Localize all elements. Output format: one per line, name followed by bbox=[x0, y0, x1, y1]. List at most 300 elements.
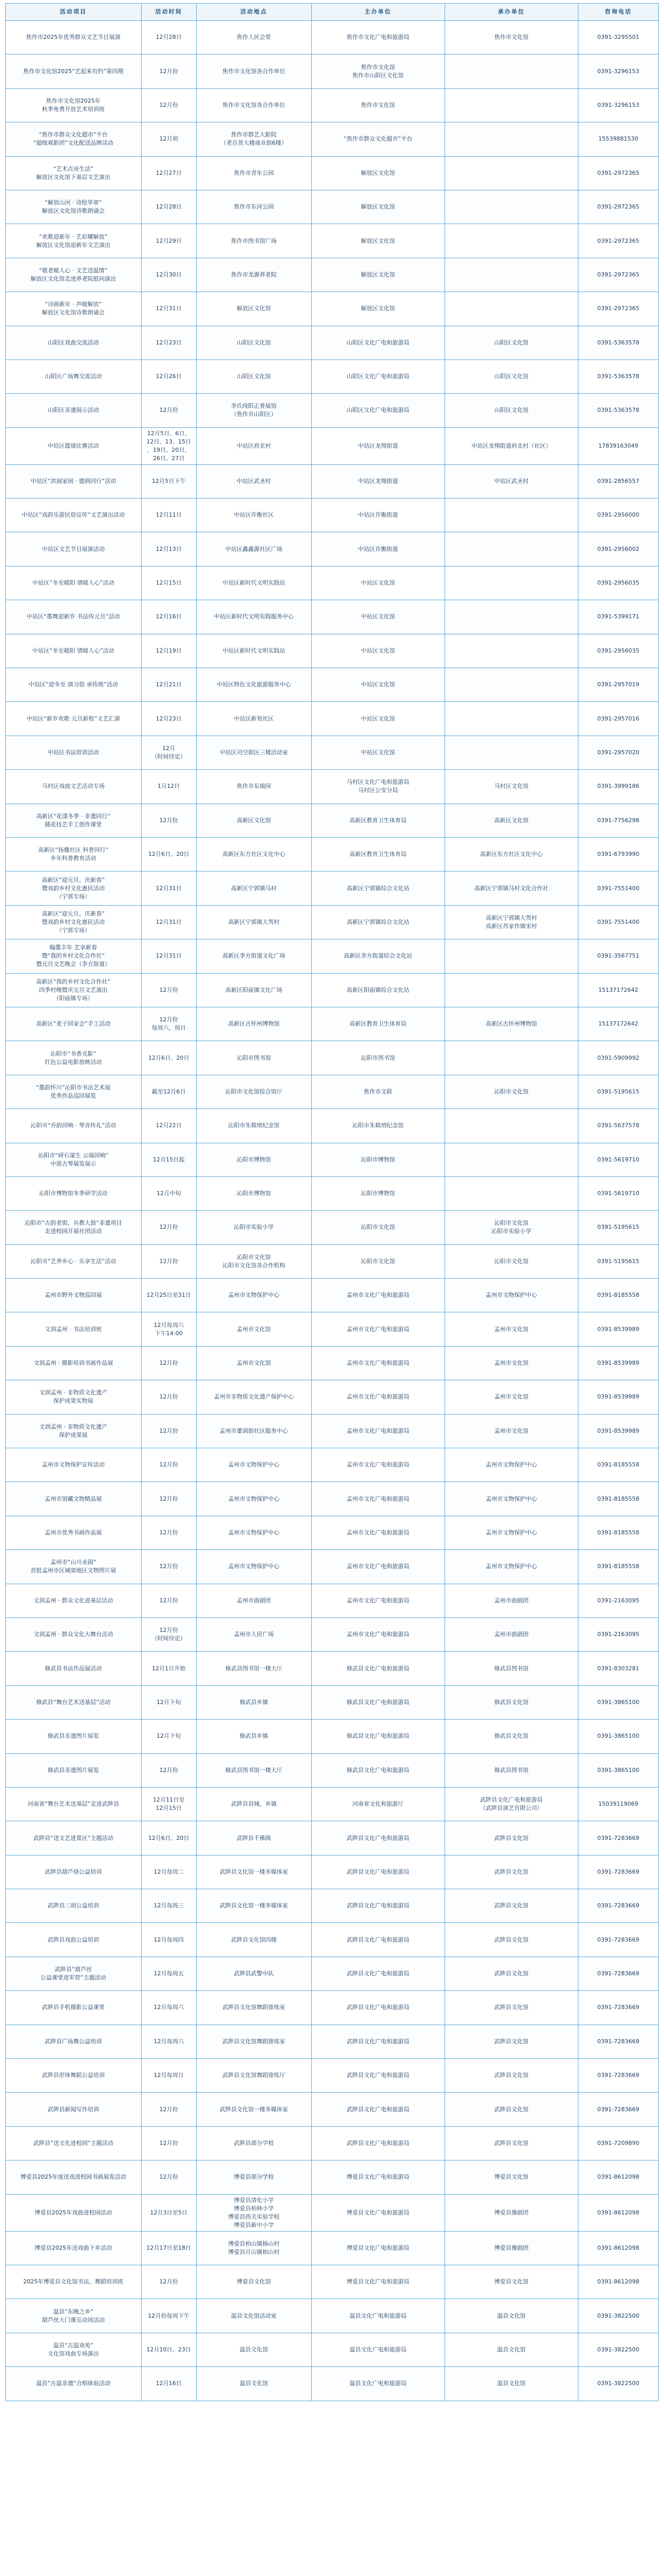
cell-activity-name: 孟州市优秀书画作品展 bbox=[6, 1516, 142, 1549]
cell-activity-name: 沁阳市“乔韵回响 · 琴音传礼”活动 bbox=[6, 1109, 142, 1143]
cell-phone: 0391-3295501 bbox=[578, 21, 658, 54]
cell-activity-place: 沁阳市博物馆 bbox=[196, 1176, 311, 1210]
cell-phone: 0391-7209890 bbox=[578, 2126, 658, 2160]
cell-phone: 0391-7283669 bbox=[578, 1923, 658, 1957]
cell-activity-place: 高新区宁郭镇马村 bbox=[196, 871, 311, 905]
table-row bbox=[6, 702, 659, 736]
cell-organizer: 孟州市文化广电和旅游局 bbox=[311, 1346, 445, 1380]
cell-organizer: 高新区宁郭镇综合文化站 bbox=[311, 871, 445, 905]
cell-organizer: 孟州市文化广电和旅游局 bbox=[311, 1448, 445, 1482]
header-host: 承办单位 bbox=[445, 4, 578, 21]
cell-activity-place: 中站区新苑社区 bbox=[196, 702, 311, 736]
header-row bbox=[6, 4, 659, 21]
table-row bbox=[6, 600, 659, 634]
cell-host bbox=[445, 702, 578, 736]
cell-organizer: 沁阳市博物馆 bbox=[311, 1176, 445, 1210]
cell-activity-name: 武陟县手机摄影公益课堂 bbox=[6, 1991, 142, 2025]
cell-activity-name: 修武县“舞台艺术送基层”活动 bbox=[6, 1685, 142, 1719]
cell-phone: 0391-7551400 bbox=[578, 905, 658, 939]
cell-activity-place: 高新区文化馆 bbox=[196, 804, 311, 837]
cell-host bbox=[445, 973, 578, 1007]
cell-activity-place: 博爱县部分学校 bbox=[196, 2160, 311, 2194]
cell-organizer: 中站区文化馆 bbox=[311, 702, 445, 736]
table-row bbox=[6, 1584, 659, 1617]
table-row bbox=[6, 2194, 659, 2231]
cell-activity-place: 焦作市图书馆广场 bbox=[196, 224, 311, 258]
cell-activity-time: 12月每周日 bbox=[141, 2059, 196, 2093]
cell-organizer: 高新区宁郭镇综合文化站 bbox=[311, 905, 445, 939]
cell-phone: 0391-5637578 bbox=[578, 1109, 658, 1143]
cell-phone: 0391-2972365 bbox=[578, 224, 658, 258]
cell-phone: 0391-8612098 bbox=[578, 2194, 658, 2231]
cell-activity-name: 孟州市文物保护宣传活动 bbox=[6, 1448, 142, 1482]
cell-activity-time: 12月份 bbox=[141, 973, 196, 1007]
cell-phone: 0391-8185558 bbox=[578, 1482, 658, 1516]
cell-organizer: 中站区许衡街道 bbox=[311, 532, 445, 566]
table-row bbox=[6, 2160, 659, 2194]
cell-activity-place: 焦作市群艺大影院 （老百货大楼商业街6楼） bbox=[196, 122, 311, 156]
cell-organizer: 山阳区文化广电和旅游局 bbox=[311, 326, 445, 359]
cell-activity-time: 12月份 bbox=[141, 88, 196, 122]
cell-activity-time: 12月下旬 bbox=[141, 1685, 196, 1719]
cell-activity-time: 12月每周五 bbox=[141, 1957, 196, 1990]
cell-activity-place: 中站区特色文化旅游服务中心 bbox=[196, 668, 311, 702]
cell-activity-name: 中站区“冬至暖阳 情暖人心”活动 bbox=[6, 566, 142, 600]
cell-phone: 0391-7283669 bbox=[578, 1855, 658, 1889]
cell-activity-time: 12月份 bbox=[141, 54, 196, 88]
cell-host bbox=[445, 1176, 578, 1210]
table-row bbox=[6, 634, 659, 668]
cell-host: 孟州市文物保护中心 bbox=[445, 1279, 578, 1312]
cell-activity-name: 文润孟州 · 书法培训班 bbox=[6, 1312, 142, 1346]
table-row bbox=[6, 1109, 659, 1143]
cell-activity-time: 12月26日 bbox=[141, 359, 196, 393]
cell-activity-place: 武陟县文化馆四楼 bbox=[196, 1923, 311, 1957]
cell-host: 武陟县文化馆 bbox=[445, 1855, 578, 1889]
cell-host: 焦作市文化馆 bbox=[445, 21, 578, 54]
cell-host: 温县文化馆 bbox=[445, 2367, 578, 2401]
cell-activity-time: 12月19日 bbox=[141, 634, 196, 668]
cell-host: 孟州市文物保护中心 bbox=[445, 1516, 578, 1549]
table-row bbox=[6, 1787, 659, 1821]
cell-activity-name: 中站区文艺节目展演活动 bbox=[6, 532, 142, 566]
cell-activity-name: 武陟县葫芦烙公益培训 bbox=[6, 1855, 142, 1889]
cell-phone: 0391-5363578 bbox=[578, 359, 658, 393]
cell-phone: 0391-8539989 bbox=[578, 1414, 658, 1448]
table-row bbox=[6, 2093, 659, 2126]
table-row bbox=[6, 1753, 659, 1787]
table-row bbox=[6, 871, 659, 905]
cell-organizer: 武陟县文化广电和旅游局 bbox=[311, 2059, 445, 2093]
cell-activity-place: 沁阳市文化馆综合馆厅 bbox=[196, 1075, 311, 1109]
cell-host bbox=[445, 532, 578, 566]
cell-activity-time: 12月份 bbox=[141, 2265, 196, 2299]
table-row bbox=[6, 122, 659, 156]
cell-phone: 0391-2972365 bbox=[578, 156, 658, 190]
cell-activity-name: 武陟县新闻写作培训 bbox=[6, 2093, 142, 2126]
cell-organizer: 焦作市文联 bbox=[311, 1075, 445, 1109]
cell-phone: 0391-8303281 bbox=[578, 1652, 658, 1685]
cell-phone: 0391-8539989 bbox=[578, 1346, 658, 1380]
cell-organizer: 解放区文化馆 bbox=[311, 258, 445, 292]
cell-phone: 0391-3296153 bbox=[578, 88, 658, 122]
cell-activity-name: 武陟县戏曲公益培训 bbox=[6, 1923, 142, 1957]
table-body bbox=[6, 21, 659, 2401]
cell-organizer: 解放区文化馆 bbox=[311, 156, 445, 190]
cell-organizer: 中站区许衡街道 bbox=[311, 498, 445, 532]
cell-activity-time: 12月每周二 bbox=[141, 1855, 196, 1889]
header-organizer: 主办单位 bbox=[311, 4, 445, 21]
cell-phone: 15137172642 bbox=[578, 1007, 658, 1041]
cell-activity-name: 武陟县广场舞公益培训 bbox=[6, 2025, 142, 2058]
table-row bbox=[6, 668, 659, 702]
table-row bbox=[6, 427, 659, 464]
cell-activity-place: 温县文化馆 bbox=[196, 2367, 311, 2401]
cell-phone: 17839163049 bbox=[578, 427, 658, 464]
cell-organizer: 高新区阳庙镇综合文化站 bbox=[311, 973, 445, 1007]
cell-host bbox=[445, 156, 578, 190]
cell-activity-name: 山阳区戏曲交流活动 bbox=[6, 326, 142, 359]
cell-activity-name: 河南省“舞台艺术送基层”走进武陟县 bbox=[6, 1787, 142, 1821]
cell-activity-place: 焦作市文化馆各合作单位 bbox=[196, 88, 311, 122]
cell-activity-time: 12月5日、6日、 12日、13、15日 、19日、20日、 26日、27日 bbox=[141, 427, 196, 464]
cell-organizer: 博爱县文化广电和旅游局 bbox=[311, 2231, 445, 2265]
cell-phone: 0391-3865100 bbox=[578, 1720, 658, 1753]
cell-organizer: 河南省文化和旅游厅 bbox=[311, 1787, 445, 1821]
cell-phone: 0391-2956035 bbox=[578, 634, 658, 668]
cell-activity-time: 12月31日 bbox=[141, 939, 196, 973]
cell-phone: 0391-7283669 bbox=[578, 1991, 658, 2025]
table-row bbox=[6, 532, 659, 566]
cell-host bbox=[445, 1143, 578, 1176]
activity-table bbox=[5, 3, 659, 2401]
cell-activity-place: 博爱县文化馆 bbox=[196, 2265, 311, 2299]
cell-phone: 0391-2972365 bbox=[578, 258, 658, 292]
cell-activity-name: 温县“古温戏苑” 文化馆戏曲专场演出 bbox=[6, 2333, 142, 2366]
cell-host: 武陟县文化广电和旅游局 （武陟县演艺有限公司） bbox=[445, 1787, 578, 1821]
cell-activity-place: 武陟县文化馆舞蹈排练厅 bbox=[196, 2059, 311, 2093]
cell-activity-time: 12月份 bbox=[141, 2126, 196, 2160]
table-row bbox=[6, 258, 659, 292]
cell-activity-place: 沁阳市文化馆 沁阳市文化馆各合作机构 bbox=[196, 1244, 311, 1278]
cell-organizer: 解放区文化馆 bbox=[311, 224, 445, 258]
cell-phone: 0391-5909992 bbox=[578, 1041, 658, 1075]
cell-activity-place: 高新区宁郭镇大驾村 bbox=[196, 905, 311, 939]
cell-activity-name: 修武县书法作品展活动 bbox=[6, 1652, 142, 1685]
table-row bbox=[6, 566, 659, 600]
cell-phone: 0391-2972365 bbox=[578, 292, 658, 326]
cell-activity-name: 高新区“迎元旦、庆新春” 暨戏韵乡村文化惠民活动 （宁郭专场） bbox=[6, 905, 142, 939]
cell-activity-name: 文润孟州 · 摄影培训书画作品展 bbox=[6, 1346, 142, 1380]
cell-host: 博爱县豫剧团 bbox=[445, 2231, 578, 2265]
cell-activity-place: 山阳区文化馆 bbox=[196, 359, 311, 393]
cell-organizer: 孟州市文化广电和旅游局 bbox=[311, 1516, 445, 1549]
header-activity-time: 活动时间 bbox=[141, 4, 196, 21]
table-row bbox=[6, 2367, 659, 2401]
cell-phone: 0391-8185558 bbox=[578, 1448, 658, 1482]
table-row bbox=[6, 498, 659, 532]
table-row bbox=[6, 1720, 659, 1753]
cell-activity-time: 12月份 bbox=[141, 1346, 196, 1380]
cell-activity-time: 12月份 bbox=[141, 2160, 196, 2194]
cell-host: 沁阳市文化馆 bbox=[445, 1244, 578, 1278]
cell-activity-time: 12月10日、23日 bbox=[141, 2333, 196, 2366]
cell-host bbox=[445, 292, 578, 326]
cell-activity-name: “焦作市群众文化超市”平台 “超级观影团”文化配送品牌活动 bbox=[6, 122, 142, 156]
cell-activity-place: 焦作市东河公园 bbox=[196, 190, 311, 224]
cell-organizer: 沁阳市博物馆 bbox=[311, 1143, 445, 1176]
table-row bbox=[6, 156, 659, 190]
cell-host: 山阳区文化馆 bbox=[445, 326, 578, 359]
table-row bbox=[6, 837, 659, 871]
cell-activity-name: 武陟县形体舞蹈公益培训 bbox=[6, 2059, 142, 2093]
cell-activity-name: 高新区“迎元旦、庆新春” 暨戏韵乡村文化惠民活动 （宁郭专场） bbox=[6, 871, 142, 905]
cell-host: 温县文化馆 bbox=[445, 2333, 578, 2366]
cell-phone: 0391-8185558 bbox=[578, 1550, 658, 1584]
cell-phone: 0391-3999186 bbox=[578, 770, 658, 804]
cell-organizer: 沁阳市文化馆 bbox=[311, 1244, 445, 1278]
cell-host: 武陟县文化馆 bbox=[445, 1821, 578, 1855]
cell-activity-name: 沁阳市“研石谋生 云端回响” 中原古琴展览展示 bbox=[6, 1143, 142, 1176]
cell-activity-name: 中站区书法培训活动 bbox=[6, 736, 142, 769]
cell-activity-place: 武陟县文化馆一楼多媒体室 bbox=[196, 1889, 311, 1923]
cell-host: 修武县文化馆 bbox=[445, 1720, 578, 1753]
cell-organizer: 武陟县文化广电和旅游局 bbox=[311, 1991, 445, 2025]
cell-activity-place: 山阳区文化馆 bbox=[196, 326, 311, 359]
cell-activity-time: 12月23日 bbox=[141, 326, 196, 359]
cell-phone: 0391-3865100 bbox=[578, 1685, 658, 1719]
cell-activity-name: 2025年博爱县文化馆书法、舞蹈培训班 bbox=[6, 2265, 142, 2299]
cell-host: 孟州市曲剧团 bbox=[445, 1584, 578, 1617]
cell-organizer: 马村区文化广电和旅游局 马村区公安分局 bbox=[311, 770, 445, 804]
table-row bbox=[6, 190, 659, 224]
cell-host: 孟州市文化馆 bbox=[445, 1312, 578, 1346]
cell-activity-time: 12月31日 bbox=[141, 905, 196, 939]
cell-activity-name: 沁阳市“艺养乡心 · 乐享生活”活动 bbox=[6, 1244, 142, 1278]
cell-organizer: 孟州市文化广电和旅游局 bbox=[311, 1279, 445, 1312]
cell-activity-place: 焦作市文化馆各合作单位 bbox=[196, 54, 311, 88]
cell-organizer: 修武县文化广电和旅游局 bbox=[311, 1753, 445, 1787]
cell-organizer: 孟州市文化广电和旅游局 bbox=[311, 1550, 445, 1584]
table-row bbox=[6, 464, 659, 498]
cell-activity-time: 12月25日至31日 bbox=[141, 1279, 196, 1312]
cell-activity-place: 孟州市文物保护中心 bbox=[196, 1448, 311, 1482]
cell-activity-name: 中站区“墨舞迎新岁 书法传元旦”活动 bbox=[6, 600, 142, 634]
cell-host: 孟州市文化馆 bbox=[445, 1380, 578, 1414]
cell-organizer: 武陟县文化广电和旅游局 bbox=[311, 1821, 445, 1855]
cell-activity-time: 12月份 bbox=[141, 1550, 196, 1584]
cell-phone: 0391-2957019 bbox=[578, 668, 658, 702]
cell-activity-place: 高新区古怀州博物馆 bbox=[196, 1007, 311, 1041]
cell-activity-name: 孟州市野外文物巡回展 bbox=[6, 1279, 142, 1312]
cell-organizer: 武陟县文化广电和旅游局 bbox=[311, 2025, 445, 2058]
cell-activity-name: 孟州市“山川永固” 首批孟州市区城郊地区文物图片展 bbox=[6, 1550, 142, 1584]
cell-host bbox=[445, 1041, 578, 1075]
cell-organizer: 解放区文化馆 bbox=[311, 292, 445, 326]
table-row bbox=[6, 1855, 659, 1889]
cell-activity-name: 博爱县2025年送戏曲下乡活动 bbox=[6, 2231, 142, 2265]
cell-activity-time: 12月份 bbox=[141, 1211, 196, 1244]
cell-activity-name: 中站区“冬至暖阳 情暖人心”活动 bbox=[6, 634, 142, 668]
cell-organizer: 焦作市文化馆 焦作市山阳区文化馆 bbox=[311, 54, 445, 88]
cell-activity-time: 12月份 bbox=[141, 1380, 196, 1414]
cell-activity-place: 解放区文化馆 bbox=[196, 292, 311, 326]
table-row bbox=[6, 1617, 659, 1651]
cell-activity-name: “解放山河 · 诗绘华章” 解放区文化馆诗歌朗诵会 bbox=[6, 190, 142, 224]
cell-host: 孟州市曲剧团 bbox=[445, 1617, 578, 1651]
cell-activity-name: 修武县非遗图片展览 bbox=[6, 1720, 142, 1753]
table-row bbox=[6, 21, 659, 54]
cell-organizer: 修武县文化广电和旅游局 bbox=[311, 1720, 445, 1753]
cell-organizer: 中站区文化馆 bbox=[311, 634, 445, 668]
table-row bbox=[6, 1991, 659, 2025]
cell-organizer: 博爱县文化广电和旅游局 bbox=[311, 2194, 445, 2231]
cell-activity-name: “墨韵怀川”沁阳市书法艺术展 优秀作品巡回展览 bbox=[6, 1075, 142, 1109]
cell-activity-place: 孟州市董润街社区服务中心 bbox=[196, 1414, 311, 1448]
cell-activity-place: 孟州市文化馆 bbox=[196, 1312, 311, 1346]
table-row bbox=[6, 1143, 659, 1176]
cell-activity-place: 武陟县部分学校 bbox=[196, 2126, 311, 2160]
cell-activity-time: 12月31日 bbox=[141, 292, 196, 326]
cell-organizer: 高新区李方街道综合文化站 bbox=[311, 939, 445, 973]
cell-host: 高新区文化馆 bbox=[445, 804, 578, 837]
table-row bbox=[6, 359, 659, 393]
cell-activity-time: 12月28日 bbox=[141, 21, 196, 54]
cell-host bbox=[445, 668, 578, 702]
cell-host: 中站区武圣村 bbox=[445, 464, 578, 498]
table-row bbox=[6, 394, 659, 427]
cell-activity-place: 高新区李方街道文化广场 bbox=[196, 939, 311, 973]
cell-activity-time: 12月份 bbox=[141, 1448, 196, 1482]
cell-activity-name: “欢歌迎新年 · 艺彩耀解放” 解放区文化馆迎新年文艺演出 bbox=[6, 224, 142, 258]
cell-activity-place: 孟州市文物保护中心 bbox=[196, 1550, 311, 1584]
cell-host: 高新区宁郭镇马村文化合作社 bbox=[445, 871, 578, 905]
table-row bbox=[6, 2059, 659, 2093]
cell-activity-time: 12月29日 bbox=[141, 224, 196, 258]
cell-activity-time: 12月6日、20日 bbox=[141, 837, 196, 871]
cell-host: 武陟县文化馆 bbox=[445, 1889, 578, 1923]
cell-host bbox=[445, 1109, 578, 1143]
cell-activity-place: 孟州市曲剧团 bbox=[196, 1584, 311, 1617]
cell-activity-time: 12月份 bbox=[141, 1482, 196, 1516]
cell-organizer: 武陟县文化广电和旅游局 bbox=[311, 2093, 445, 2126]
header-activity-name: 活动项目 bbox=[6, 4, 142, 21]
cell-activity-time: 12月5日下午 bbox=[141, 464, 196, 498]
cell-phone: 0391-7283669 bbox=[578, 2059, 658, 2093]
table-row bbox=[6, 1652, 659, 1685]
cell-activity-time: 12月16日 bbox=[141, 2367, 196, 2401]
cell-host: 武陟县文化馆 bbox=[445, 2126, 578, 2160]
cell-organizer: 中站区文化馆 bbox=[311, 600, 445, 634]
cell-activity-name: 高新区“麦子回家会”手工活动 bbox=[6, 1007, 142, 1041]
cell-organizer: 修武县文化广电和旅游局 bbox=[311, 1652, 445, 1685]
cell-activity-time: 12月份 （时间待定） bbox=[141, 1617, 196, 1651]
cell-activity-place: 中站区武圣村 bbox=[196, 464, 311, 498]
cell-activity-time: 12月每周六 bbox=[141, 2025, 196, 2058]
cell-organizer: 中站区龙翔街道 bbox=[311, 464, 445, 498]
cell-activity-place: 焦作市龙源养老院 bbox=[196, 258, 311, 292]
cell-phone: 0391-7283669 bbox=[578, 2025, 658, 2058]
cell-activity-name: 武陟县二胡公益培训 bbox=[6, 1889, 142, 1923]
table-row bbox=[6, 88, 659, 122]
cell-activity-place: 焦作市青年公园 bbox=[196, 156, 311, 190]
cell-activity-time: 12月1日开始 bbox=[141, 1652, 196, 1685]
cell-activity-time: 12月31日 bbox=[141, 871, 196, 905]
cell-activity-place: 武陟县文化馆舞蹈排练室 bbox=[196, 2025, 311, 2058]
cell-phone: 0391-3567751 bbox=[578, 939, 658, 973]
cell-host: 中站区龙翔街道府北村（社区） bbox=[445, 427, 578, 464]
cell-host bbox=[445, 88, 578, 122]
table-row bbox=[6, 905, 659, 939]
cell-activity-place: 孟州市文物保护中心 bbox=[196, 1516, 311, 1549]
cell-activity-time: 12月下旬 bbox=[141, 1720, 196, 1753]
cell-activity-name: “艺术点亮生活” 解放区文化馆下基层文艺演出 bbox=[6, 156, 142, 190]
cell-activity-place: 孟州市文物保护中心 bbox=[196, 1482, 311, 1516]
cell-activity-place: 武陟县文化馆一楼多媒体室 bbox=[196, 2093, 311, 2126]
cell-host: 武陟县文化馆 bbox=[445, 2059, 578, 2093]
table-row bbox=[6, 1176, 659, 1210]
cell-activity-name: 博爱县2025年度送戏进校园书画展览活动 bbox=[6, 2160, 142, 2194]
table-row bbox=[6, 2025, 659, 2058]
cell-organizer: 武陟县文化广电和旅游局 bbox=[311, 1957, 445, 1990]
cell-activity-place: 焦作市东瑞园 bbox=[196, 770, 311, 804]
cell-activity-place: 中站区新时代文明实践站 bbox=[196, 566, 311, 600]
table-row bbox=[6, 2231, 659, 2265]
cell-activity-place: 孟州市文化馆 bbox=[196, 1346, 311, 1380]
table-row bbox=[6, 1516, 659, 1549]
cell-organizer: 高新区教育卫生体育局 bbox=[311, 837, 445, 871]
table-row bbox=[6, 1075, 659, 1109]
cell-activity-time: 12月份 bbox=[141, 1516, 196, 1549]
cell-activity-time: 12月11日至 12月15日 bbox=[141, 1787, 196, 1821]
cell-host: 武陟县文化馆 bbox=[445, 1923, 578, 1957]
cell-host: 修武县图书馆 bbox=[445, 1652, 578, 1685]
cell-activity-time: 12月份 bbox=[141, 2093, 196, 2126]
cell-activity-time: 12月份 bbox=[141, 394, 196, 427]
table-row bbox=[6, 1380, 659, 1414]
cell-activity-place: 中站区许衡社区 bbox=[196, 498, 311, 532]
table-row bbox=[6, 326, 659, 359]
cell-activity-name: 文润孟州 · 群众文化进基层活动 bbox=[6, 1584, 142, 1617]
cell-activity-time: 1月12日 bbox=[141, 770, 196, 804]
cell-phone: 0391-8185558 bbox=[578, 1279, 658, 1312]
cell-host: 博爱县文化馆 bbox=[445, 2160, 578, 2194]
cell-activity-time: 12月21日 bbox=[141, 668, 196, 702]
cell-host: 孟州市文化馆 bbox=[445, 1414, 578, 1448]
cell-activity-time: 12月中旬 bbox=[141, 1176, 196, 1210]
cell-organizer: 焦作市文化馆 bbox=[311, 88, 445, 122]
cell-activity-time: 12月6日、20日 bbox=[141, 1041, 196, 1075]
cell-activity-name: 中站区“戏韵乐游民俗宣传”文艺演出活动 bbox=[6, 498, 142, 532]
cell-activity-place: 焦作人民会堂 bbox=[196, 21, 311, 54]
cell-phone: 0391-8612098 bbox=[578, 2231, 658, 2265]
cell-activity-name: 高新区“花漾冬季 · 非遗同行” 插花技艺手工创作课堂 bbox=[6, 804, 142, 837]
cell-phone: 15539881530 bbox=[578, 122, 658, 156]
cell-activity-time: 12月每周三 bbox=[141, 1889, 196, 1923]
cell-phone: 0391-2956035 bbox=[578, 566, 658, 600]
cell-activity-place: 沁阳市朱载堉纪念馆 bbox=[196, 1109, 311, 1143]
cell-phone: 0391-5195615 bbox=[578, 1244, 658, 1278]
cell-activity-time: 12月每周六 bbox=[141, 1991, 196, 2025]
cell-activity-name: 焦作市2025年优秀群众文艺节目展演 bbox=[6, 21, 142, 54]
cell-activity-time: 12月初 bbox=[141, 122, 196, 156]
cell-phone: 0391-7283669 bbox=[578, 2093, 658, 2126]
cell-phone: 0391-6793990 bbox=[578, 837, 658, 871]
cell-activity-place: 武陟县千佛阁 bbox=[196, 1821, 311, 1855]
cell-phone: 0391-2856557 bbox=[578, 464, 658, 498]
cell-host: 高新区宁郭镇大驾村 高新区苏家作镇宋村 bbox=[445, 905, 578, 939]
cell-organizer: 沁阳市朱载堉纪念馆 bbox=[311, 1109, 445, 1143]
